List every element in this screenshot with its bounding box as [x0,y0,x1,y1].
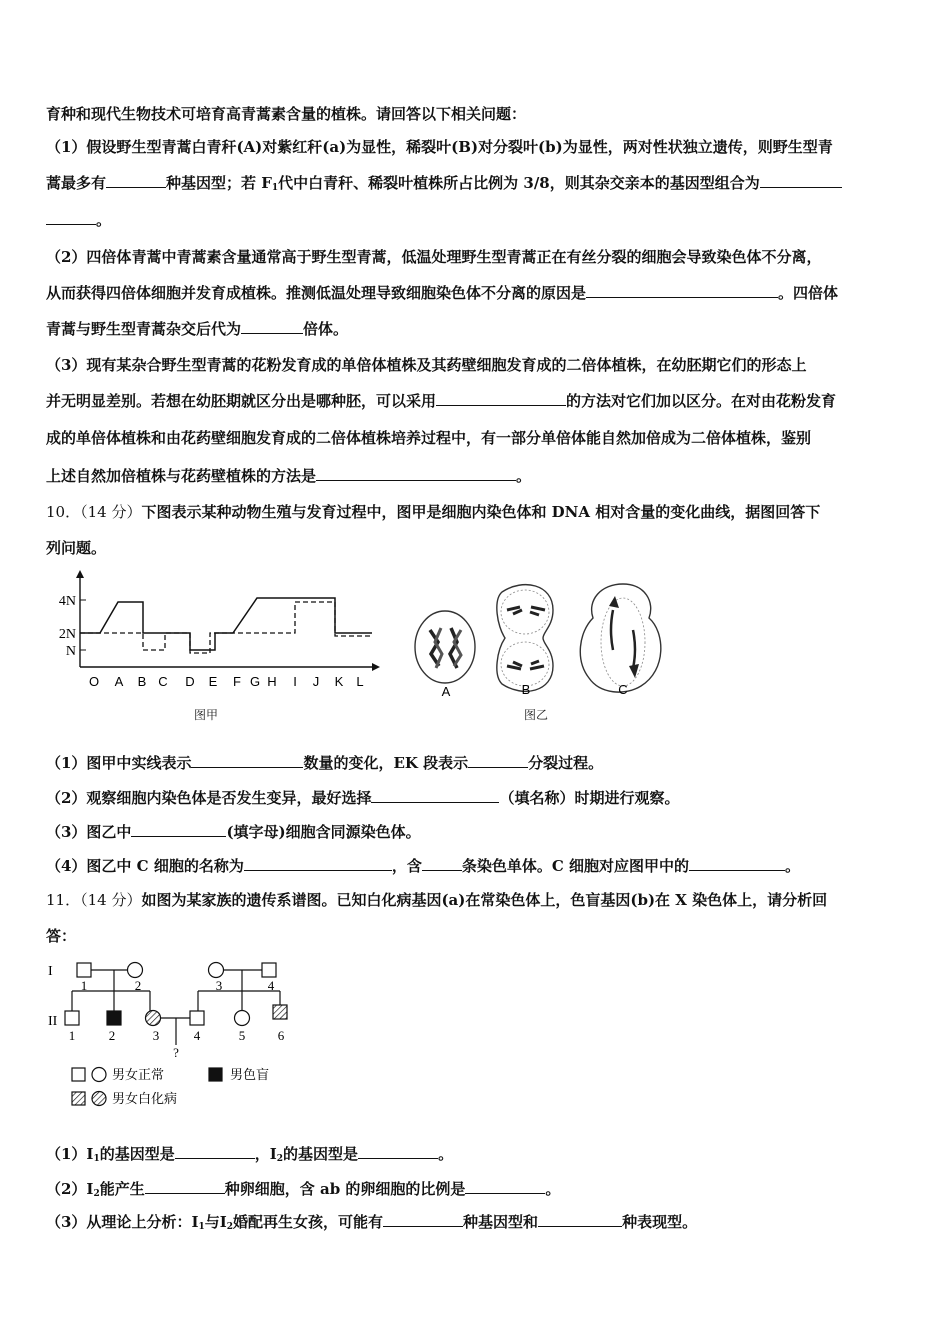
legend-normal-label: 男女正常 [112,1067,165,1082]
y-label-n: N [65,644,76,659]
y-label-2n: 2N [58,627,76,642]
q9-part3-line1: （3）现有某杂合野生型青蒿的花粉发育成的单倍体植株及其药壁细胞发育成的二倍体植株，在幼胚期它们的形态上 [46,356,807,374]
answer-blank[interactable] [244,856,392,871]
q10-sub3: （3）图乙中 (填字母)细胞含同源染色体。 [46,823,421,841]
x-label: I [293,674,297,689]
pedigree-number: 1 [80,978,88,993]
legend-colorblind-icon [209,1068,222,1081]
answer-blank[interactable] [358,1144,438,1159]
q9-intro: 育种和现代生物技术可培育高青蒿素含量的植株。请回答以下相关问题： [46,105,527,123]
cell-b-label: B [521,682,531,697]
pedigree-female-normal [235,1011,250,1026]
q9-part1-line1: （1）假设野生型青蒿白青秆(A)对紫红秆(a)为显性，稀裂叶(B)对分裂叶(b)为显性，两对性状独立遗传，则野生型青 [46,138,833,156]
x-label: G [249,674,261,689]
pedigree-female-normal [209,963,224,978]
x-label: O [88,674,100,689]
answer-blank[interactable] [241,319,303,334]
pedigree-male-normal [262,963,276,977]
x-label: L [356,674,364,689]
figure-a-caption: 图甲 [194,708,219,722]
legend-colorblind-label: 男色盲 [230,1067,270,1082]
y-axis-arrow [76,570,84,578]
x-label: H [267,674,277,689]
q10-stem-line2: 列问题。 [46,539,107,557]
q10-stem-line1: 10．（14 分）下图表示某种动物生殖与发育过程中，图甲是细胞内染色体和 DNA 相对含量的变化曲线，据图回答下 [46,503,821,521]
question-number: 11．（14 分） [46,891,142,909]
pedigree-male-normal [77,963,91,977]
legend-albino-label: 男女白化病 [112,1091,178,1106]
pedigree-number: 4 [193,1028,201,1043]
q11-stem-line2: 答： [46,927,77,945]
answer-blank[interactable] [316,466,516,481]
legend-female-albino-icon [92,1092,106,1106]
legend-female-normal-icon [92,1068,106,1082]
x-label: B [137,674,147,689]
question-number: 10．（14 分） [46,503,142,521]
legend-male-albino-icon [72,1092,85,1105]
pedigree-number: 3 [152,1028,160,1043]
x-label: D [185,674,195,689]
answer-blank[interactable] [465,1179,545,1194]
answer-blank[interactable] [145,1179,225,1194]
generation-ii-label: II [48,1014,58,1029]
pedigree-number: 2 [108,1028,116,1043]
q10-sub1: （1）图甲中实线表示 数量的变化，EK 段表示 分裂过程。 [46,754,604,772]
q9-part2-line3: 青蒿与野生型青蒿杂交后代为 倍体。 [46,320,349,338]
q9-part3-line4: 上述自然加倍植株与花药壁植株的方法是 。 [46,467,532,485]
cell-a [415,611,475,683]
q11-stem-line1: 11．（14 分）如图为某家族的遗传系谱图。已知白化病基因(a)在常染色体上，色盲基因(b)在 X 染色体上，请分析回 [46,891,828,909]
answer-blank[interactable] [760,173,842,188]
answer-blank[interactable] [175,1144,255,1159]
pedigree-male-normal [65,1011,79,1025]
q9-part2-line2: 从而获得四倍体细胞并发育成植株。推测低温处理导致细胞染色体不分离的原因是 。四倍体 [46,284,839,302]
pedigree-female-normal [128,963,143,978]
q9-part3-line2: 并无明显差别。若想在幼胚期就区分出是哪种胚，可以采用 的方法对它们加以区分。在对由花粉发育 [46,392,837,410]
answer-blank[interactable] [538,1212,622,1227]
q9-part1-line2: 蒿最多有 种基因型；若 $F_1$代中白青秆、稀裂叶植株所占比例为 3/8，则其杂交亲本的基因型组合为 [46,173,842,198]
pedigree-male-normal [190,1011,204,1025]
q11-sub1: $(1)Ⅰ_1$的基因型是 ，$Ⅰ_2$的基因型是 。 [46,1145,454,1164]
pedigree-number: 1 [68,1028,76,1043]
figure-a-chart [50,570,390,695]
cell-b [497,585,553,692]
cell-a-label: A [441,684,451,699]
pedigree-number: 6 [277,1028,285,1043]
pedigree-male-colorblind [107,1011,121,1025]
pedigree-male-albino [273,1005,287,1019]
pedigree-female-albino [146,1011,161,1026]
answer-blank[interactable] [131,822,226,837]
q11-sub2: $(2)Ⅰ_2$能产生 种卵细胞，含 ab 的卵细胞的比例是 。 [46,1180,561,1199]
solid-curve [80,598,372,650]
answer-blank[interactable] [689,856,785,871]
generation-i-label: I [48,964,53,979]
answer-blank[interactable] [422,856,462,871]
q9-part1-line3: 。 [46,210,111,230]
answer-blank[interactable] [106,173,166,188]
figure-b-cells [405,570,670,705]
q9-part2-line1: （2）四倍体青蒿中青蒿素含量通常高于野生型青蒿，低温处理野生型青蒿正在有丝分裂的细胞会导致染色体不分离， [46,248,822,266]
cell-c [580,584,661,692]
x-label: E [208,674,218,689]
x-axis-arrow [372,663,380,671]
x-label: F [233,674,241,689]
pedigree-unknown-child: ? [173,1045,179,1060]
q9-part3-line3: 成的单倍体植株和由花药壁细胞发育成的二倍体植株培养过程中，有一部分单倍体能自然加倍成为二倍体植株，鉴别 [46,429,812,447]
pedigree-number: 4 [267,978,275,993]
cell-c-label: C [618,682,628,697]
pedigree-number: 5 [238,1028,246,1043]
pedigree-number: 3 [215,978,223,993]
answer-blank[interactable] [191,753,303,768]
x-label: J [312,674,320,689]
answer-blank[interactable] [586,283,778,298]
answer-blank[interactable] [46,210,96,225]
q11-sub3: （3）从理论上分析：$Ⅰ_1$与$Ⅰ_2$婚配再生女孩，可能有 种基因型和 种表现型。 [46,1213,698,1232]
q10-sub2: （2）观察细胞内染色体是否发生变异，最好选择 （填名称）时期进行观察。 [46,789,680,807]
q10-sub4: （4）图乙中 C 细胞的名称为 ，含 条染色单体。C 细胞对应图甲中的 。 [46,857,801,875]
x-label: C [158,674,168,689]
legend-male-normal-icon [72,1068,85,1081]
pedigree-chart [46,958,316,1110]
x-label: A [114,674,124,689]
pedigree-number: 2 [134,978,142,993]
x-label: K [334,674,344,689]
answer-blank[interactable] [468,753,528,768]
answer-blank[interactable] [436,391,566,406]
figure-b-caption: 图乙 [524,708,549,722]
dashed-curve [80,602,372,653]
answer-blank[interactable] [371,788,499,803]
y-label-4n: 4N [58,594,76,609]
answer-blank[interactable] [383,1212,463,1227]
